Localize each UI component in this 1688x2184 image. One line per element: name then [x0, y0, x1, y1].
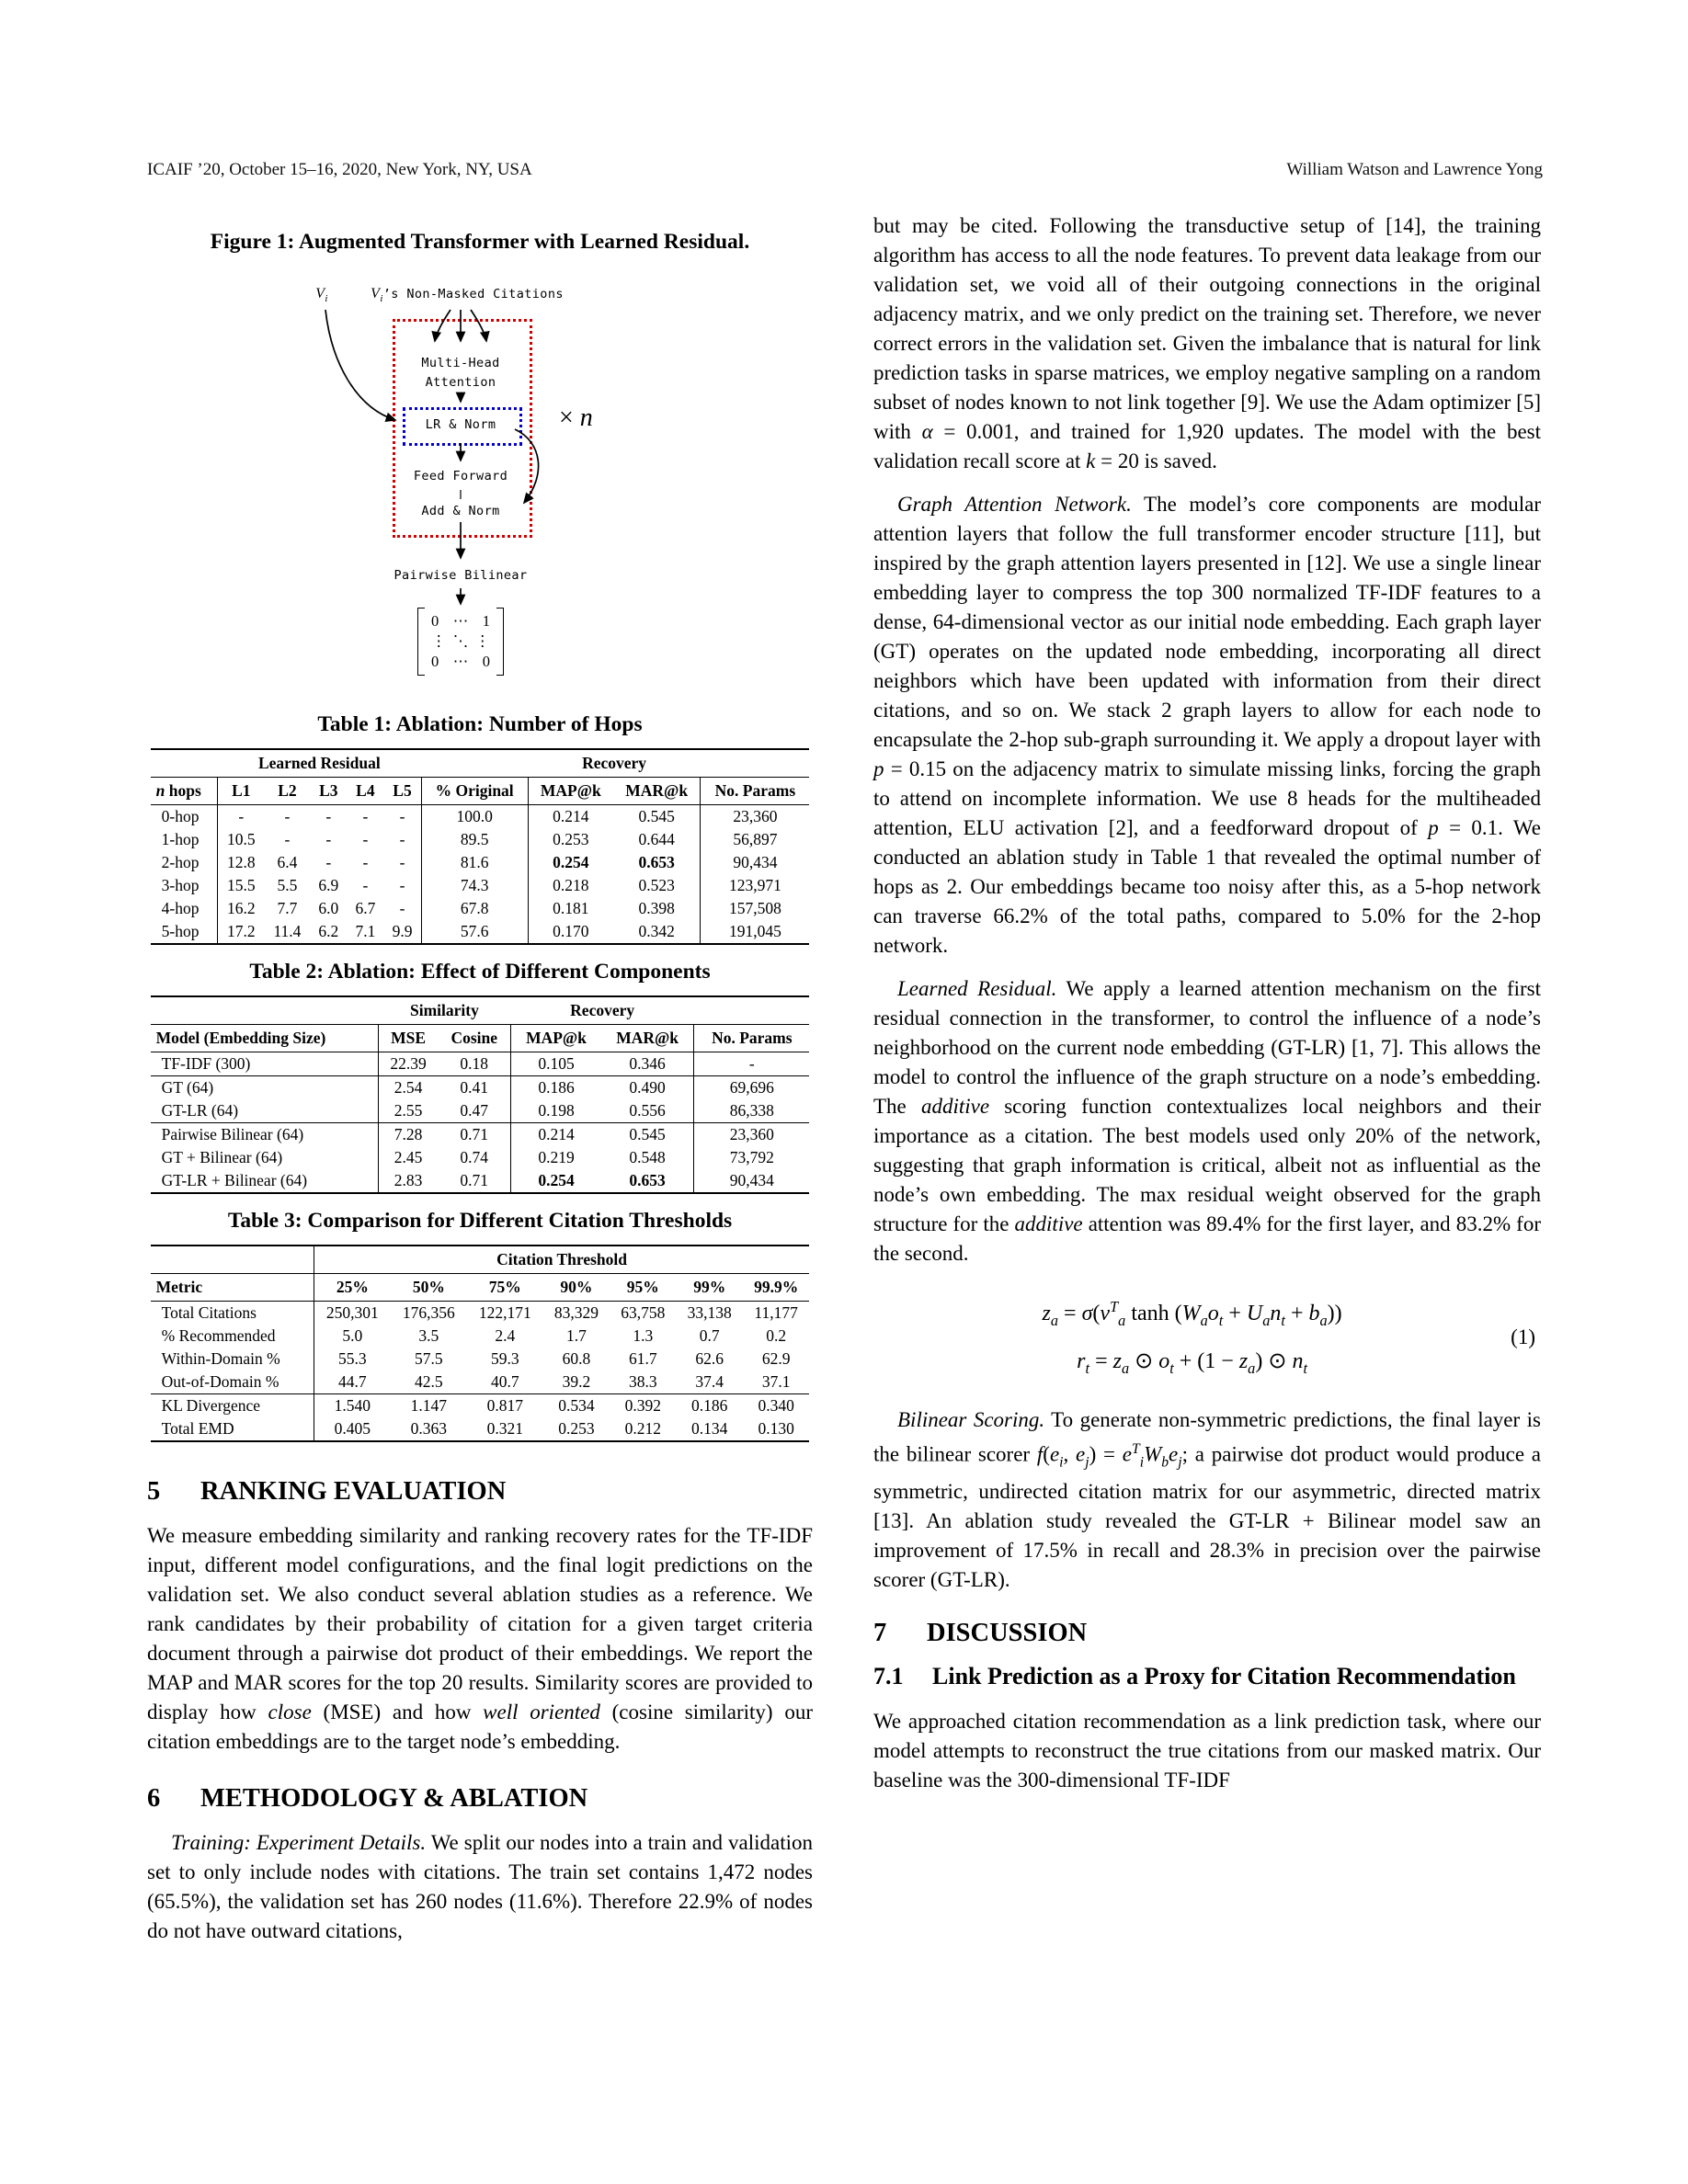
multi-head-attention-node	[421, 354, 499, 392]
table-cell: Total Citations	[161, 1303, 257, 1322]
right-column	[873, 211, 1541, 1795]
table-cell: 22.39	[378, 1052, 438, 1076]
matrix-body	[425, 608, 496, 676]
table-cell: 0.644	[638, 830, 675, 848]
table-cell: 0.7	[699, 1326, 720, 1345]
table-cell: Metric	[151, 1274, 314, 1302]
table-cell	[701, 749, 809, 778]
table-cell: 0.545	[601, 1123, 694, 1147]
table3-caption: Table 3: Comparison for Different Citation Thresholds	[227, 1209, 733, 1233]
table-cell: 99%	[677, 1274, 743, 1302]
table-cell: 10.5	[218, 828, 265, 851]
equation-line-2: $r_t = z_a$ ⊙ $o_t + (1 - z_a)$ ⊙ $n_t$	[1077, 1348, 1307, 1377]
table-cell: 6.9	[318, 876, 339, 894]
running-header-conference: ICAIF ’20, October 15–16, 2020, New York, NY, USA	[147, 160, 532, 179]
table-cell: 6.0	[318, 899, 339, 917]
table-cell: 0.653	[638, 853, 675, 871]
running-header-authors: William Watson and Lawrence Yong	[1286, 160, 1543, 179]
table-cell: 69,696	[694, 1076, 810, 1100]
table-cell: 0.198	[511, 1099, 601, 1123]
table-cell: 0.170	[528, 920, 613, 944]
table-cell: 0.2	[766, 1326, 787, 1345]
table-header-row	[151, 1025, 810, 1052]
table-cell: 62.9	[761, 1349, 791, 1368]
table-cell: No. Params	[694, 1025, 810, 1052]
table-cell: GT-LR + Bilinear (64)	[161, 1171, 308, 1189]
subsection-title: Link Prediction as a Proxy for Citation Recommendation	[932, 1662, 1516, 1689]
table-cell: 83,329	[553, 1303, 599, 1322]
table-cell: 67.8	[421, 897, 528, 920]
paragraph-bilinear-scoring: Bilinear Scoring. To generate non-symmetric predictions, the final layer is the bilinear scorer $f(e_i$, $e_j) = e^T_iW_be_j$; a pairwise dot product would produce a symmetric, undirected citation matrix for our asymmetric, directed matrix [13]. An ablation study revealed the GT-LR + Bilinear model saw an improvement of 17.5% in recall and 28.3% in precision over the pairwise scorer (GT-LR).	[873, 1407, 1542, 1591]
figure1-caption: Figure 1: Augmented Transformer with Learned Residual.	[210, 230, 750, 254]
section-title: RANKING EVALUATION	[200, 1477, 507, 1506]
repeat-n-label: × n	[559, 404, 593, 432]
table-cell: 0.340	[743, 1394, 809, 1418]
table-2-components-ablation	[151, 995, 810, 1194]
table-cell: -	[325, 830, 332, 848]
table-cell: % Original	[421, 778, 528, 805]
table-row	[151, 1417, 810, 1441]
table-row	[151, 1123, 810, 1147]
table-1-hops-ablation	[151, 748, 810, 945]
table-cell: 23,360	[701, 805, 809, 829]
table-cell: KL Divergence	[151, 1394, 314, 1418]
table-header-row	[151, 778, 810, 805]
table-cell: 0.41	[438, 1076, 510, 1100]
add-norm-node: Add & Norm	[421, 504, 500, 518]
table-cell: 0.342	[638, 922, 675, 940]
table-row	[151, 920, 810, 944]
table-cell: 16.2	[218, 897, 265, 920]
table-cell: 23,360	[694, 1123, 810, 1147]
subsection-number: 7.1	[873, 1662, 904, 1689]
table-cell: 3-hop	[161, 876, 200, 894]
pairwise-bilinear-node: Pairwise Bilinear	[393, 568, 528, 583]
table-cell	[151, 1246, 314, 1274]
table-cell: 73,792	[694, 1146, 810, 1169]
table1-caption: Table 1: Ablation: Number of Hops	[317, 712, 643, 736]
table-3-citation-thresholds	[151, 1245, 810, 1442]
table-cell: 50%	[391, 1274, 467, 1302]
table-cell: No. Params	[701, 778, 809, 805]
table-cell: 0.392	[610, 1394, 676, 1418]
table-cell: 2.45	[378, 1146, 438, 1169]
table-group-header-row	[151, 1246, 810, 1274]
table-cell: 11.4	[273, 922, 302, 940]
table-cell: 0.548	[629, 1148, 666, 1166]
table-cell: 122,171	[478, 1303, 531, 1322]
output-matrix	[417, 608, 504, 676]
table-cell: 0.219	[511, 1146, 601, 1169]
table-cell: -	[325, 853, 332, 871]
matrix-right-bracket	[496, 608, 504, 676]
table-cell: Learned Residual	[218, 749, 422, 778]
table-cell: -	[399, 899, 405, 917]
table-group-header-row	[151, 749, 810, 778]
table-cell: 0.218	[528, 874, 613, 897]
table-cell: Within-Domain %	[161, 1349, 280, 1368]
table-cell: TF-IDF (300)	[161, 1054, 251, 1073]
table-cell: 7.1	[355, 922, 376, 940]
table-cell: 2.54	[378, 1076, 438, 1100]
table-header-row	[151, 1274, 810, 1302]
section-number: 6	[147, 1784, 161, 1813]
table-cell: 42.5	[415, 1372, 443, 1391]
table-cell: MAP@k	[528, 778, 613, 805]
table-cell: 11,177	[754, 1303, 798, 1322]
table-cell: 61.7	[628, 1349, 657, 1368]
table-cell: 6.4	[277, 853, 298, 871]
table-cell: 5.5	[277, 876, 298, 894]
table-row	[151, 874, 810, 897]
table-cell: 55.3	[314, 1348, 391, 1371]
table-cell: 100.0	[421, 805, 528, 829]
table-row	[151, 1394, 810, 1418]
section-5-heading	[147, 1477, 813, 1507]
equation-line-1: $z_a = \sigma(v^T_a$ $\tanh (W_ao_t + U_an_t + b_a)$)	[1042, 1298, 1342, 1329]
table-cell: 40.7	[490, 1372, 519, 1391]
table-cell: Total EMD	[161, 1419, 234, 1438]
equation-lines	[873, 1287, 1511, 1389]
table-cell	[694, 996, 810, 1025]
table-cell: Recovery	[511, 996, 694, 1025]
table-cell: 191,045	[701, 920, 809, 944]
table-row	[151, 1169, 810, 1193]
table-cell: 90,434	[694, 1169, 810, 1193]
paragraph-transductive-setup: but may be cited. Following the transductive setup of [14], the training algorithm has access to all the node features. To prevent data leakage from our validation set, we void all of their outgoing connections in the original adjacency matrix, and we only predict on the training set. Therefore, we never correct errors in the validation set. Given the imbalance that is natural for link prediction tasks in sparse matrices, we employ negative sampling on a random subset of nodes known to not link together [9]. We use the Adam optimizer [5] with α = 0.001, and trained for 1,920 updates. The model with the best validation recall score at k = 20 is saved.	[873, 214, 1542, 472]
table-cell: 0.545	[638, 807, 675, 825]
table-cell: 63,758	[621, 1303, 666, 1322]
table-cell: L3	[310, 778, 347, 805]
table-cell: 1.147	[391, 1394, 467, 1418]
table-cell: 2.55	[378, 1099, 438, 1123]
table-row	[151, 1099, 810, 1123]
equation-1	[873, 1287, 1541, 1389]
table-cell: 1.7	[565, 1326, 587, 1345]
table-cell: 60.8	[562, 1349, 591, 1368]
table-cell: 0.71	[438, 1123, 510, 1147]
section-5-paragraph: We measure embedding similarity and ranking recovery rates for the TF-IDF input, different model configurations, and the final logit predictions on the validation set. We also conduct several ablation studies as a reference. We rank candidates by their probability of citation for a given target criteria document through a pairwise dot product of their embeddings. We report the MAP and MAR scores for the top 20 results. Similarity scores are provided to display how close (MSE) and how well oriented (cosine similarity) our citation embeddings are to the target node’s embedding.	[147, 1524, 813, 1753]
table-cell: 81.6	[421, 851, 528, 874]
feed-forward-node: Feed Forward	[413, 469, 508, 483]
table-cell: Similarity	[378, 996, 510, 1025]
table-cell: 7.7	[277, 899, 298, 917]
matrix-row: 0 ⋯ 1	[431, 612, 490, 630]
table-cell: Recovery	[528, 749, 701, 778]
table-cell: -	[284, 807, 291, 825]
table-cell: 0.105	[511, 1052, 601, 1076]
paragraph-link-prediction: We approached citation recommendation as a link prediction task, where our model attempts to reconstruct the true citations from our masked matrix. Our baseline was the 300-dimensional TF-IDF	[873, 1709, 1541, 1792]
table-cell: 57.5	[415, 1349, 443, 1368]
table-cell: 99.9%	[743, 1274, 809, 1302]
table-cell: 0.214	[511, 1123, 601, 1147]
section-6-paragraph: Training: Experiment Details. We split our nodes into a train and validation set to only include nodes with citations. The train set contains 1,472 nodes (65.5%), the validation set has 260 nodes (11.6%). Therefore 22.9% of nodes do not have outward citations,	[147, 1831, 813, 1942]
table-cell: 2.83	[378, 1169, 438, 1193]
table-cell: 0.253	[558, 1419, 595, 1438]
table-cell: 0.47	[460, 1101, 489, 1120]
vi-label: $V_i$	[315, 286, 328, 305]
table-cell: 56,897	[701, 828, 809, 851]
table-cell: 38.3	[628, 1372, 657, 1391]
table-cell: 1.540	[314, 1394, 391, 1418]
section-title: METHODOLOGY & ABLATION	[200, 1784, 588, 1813]
table-cell: L4	[347, 778, 383, 805]
section-7-heading	[873, 1619, 1541, 1648]
table-cell: 0.186	[677, 1394, 743, 1418]
table-cell: 0.254	[528, 851, 613, 874]
table-cell: Pairwise Bilinear (64)	[151, 1123, 379, 1147]
table-cell: 39.2	[562, 1372, 591, 1391]
table-cell: 5-hop	[161, 922, 200, 940]
multi-head-line2: Attention	[425, 375, 496, 390]
table-cell: 0.134	[691, 1419, 728, 1438]
table-cell: 0.653	[629, 1171, 666, 1189]
table-cell: 12.8	[218, 851, 265, 874]
table-cell: Model (Embedding Size)	[151, 1025, 379, 1052]
table-cell: Cosine	[438, 1025, 510, 1052]
table-cell: 37.4	[695, 1372, 724, 1391]
table-cell: 7.28	[378, 1123, 438, 1147]
table-cell: 0.534	[543, 1394, 610, 1418]
table-cell	[151, 996, 379, 1025]
table-cell: -	[362, 830, 369, 848]
table-cell: 15.5	[218, 874, 265, 897]
table-cell: -	[284, 830, 291, 848]
equation-number: (1)	[1511, 1325, 1535, 1349]
table-cell: -	[399, 830, 405, 848]
table-cell: MSE	[378, 1025, 438, 1052]
table-cell: 6.2	[318, 922, 339, 940]
table-cell: 0.817	[467, 1394, 543, 1418]
table-row	[151, 1371, 810, 1394]
table-cell: n hops	[151, 778, 218, 805]
table-cell: 0-hop	[161, 807, 200, 825]
table-cell: 0.346	[629, 1054, 666, 1073]
table-cell: -	[399, 853, 405, 871]
section-7-1-heading	[873, 1661, 1541, 1692]
table-cell: L1	[218, 778, 265, 805]
table-cell: 86,338	[694, 1099, 810, 1123]
table-cell: L2	[265, 778, 311, 805]
table-cell: 25%	[314, 1274, 391, 1302]
table-cell: 3.5	[418, 1326, 439, 1345]
matrix-row: ⋮ ⋱ ⋮	[431, 632, 490, 650]
table-row	[151, 897, 810, 920]
table-cell: 75%	[467, 1274, 543, 1302]
table-cell: % Recommended	[161, 1326, 276, 1345]
table-row	[151, 1325, 810, 1348]
table-cell: -	[362, 853, 369, 871]
table-cell: 0.74	[460, 1148, 489, 1166]
table-cell: 250,301	[314, 1302, 391, 1325]
table-cell: 0.405	[314, 1417, 391, 1441]
table-cell: 0.253	[528, 828, 613, 851]
table-cell: 0.490	[601, 1076, 694, 1100]
section-6-heading	[147, 1784, 813, 1814]
table-cell: -	[362, 876, 369, 894]
table-cell: 89.5	[421, 828, 528, 851]
paragraph-graph-attention-network: Graph Attention Network. The model’s core components are modular attention layers that follow the full transformer encoder structure [11], but inspired by the graph attention layers presented in [12]. We use a single linear embedding layer to compress the top 300 normalized TF-IDF features to a dense, 64-dimensional vector as our initial node embedding. Each graph layer (GT) operates on the updated node embedding, incorporating all direct neighbors which have been updated with information from their direct citations, and so on. We stack 2 graph layers to allow for each node to encapsulate the 2-hop sub-graph surrounding it. We apply a dropout layer with p = 0.15 on the adjacency matrix to simulate missing links, forcing the graph to attend on incomplete information. We use 8 heads for the multiheaded attention, ELU activation [2], and a feedforward dropout of p = 0.1. We conducted an ablation study in Table 1 that revealed the optimal number of hops as 2. Our embeddings became too noisy after this, as a 5-hop network can traverse 66.2% of the total paths, compared to 5.0% for the 2-hop network.	[873, 493, 1542, 957]
table-cell: 44.7	[314, 1371, 391, 1394]
table-cell: 33,138	[687, 1303, 732, 1322]
table-cell: 6.7	[355, 899, 376, 917]
table-cell: 4-hop	[161, 899, 200, 917]
table-cell: MAR@k	[601, 1025, 694, 1052]
table-cell: 9.9	[392, 922, 413, 940]
table-cell: 2.4	[495, 1326, 516, 1345]
vi-citations-label: $V_i’s$ Non-Masked Citations	[371, 286, 564, 305]
table-cell: -	[399, 876, 405, 894]
table2-caption: Table 2: Ablation: Effect of Different Components	[249, 960, 711, 984]
table-row	[151, 1348, 810, 1371]
table-cell: GT (64)	[151, 1076, 379, 1100]
table-cell: 2-hop	[161, 853, 200, 871]
table-row	[151, 1076, 810, 1100]
table-cell: GT-LR (64)	[161, 1101, 239, 1120]
matrix-left-bracket	[417, 608, 425, 676]
table-row	[151, 828, 810, 851]
table-cell: 17.2	[218, 920, 265, 944]
table-cell: 0.214	[528, 805, 613, 829]
table-cell: 123,971	[701, 874, 809, 897]
table-cell: MAP@k	[511, 1025, 601, 1052]
table-cell: 0.181	[528, 897, 613, 920]
table-cell	[151, 749, 218, 778]
table-row	[151, 1146, 810, 1169]
table-cell: 0.212	[624, 1419, 661, 1438]
table-cell: 1.3	[633, 1326, 654, 1345]
table-group-header-row	[151, 996, 810, 1025]
table-row	[151, 805, 810, 829]
table-cell: 57.6	[421, 920, 528, 944]
table-cell: -	[694, 1052, 810, 1076]
table-cell: MAR@k	[613, 778, 701, 805]
table-cell: Out-of-Domain %	[161, 1372, 279, 1391]
table-cell: 176,356	[402, 1303, 455, 1322]
table-cell: 0.71	[460, 1171, 489, 1189]
multi-head-line1: Multi-Head	[421, 356, 500, 370]
table-row	[151, 1052, 810, 1076]
section-title: DISCUSSION	[927, 1618, 1088, 1647]
table-cell: 0.398	[638, 899, 675, 917]
table-cell: 5.0	[314, 1325, 391, 1348]
table-cell: 0.254	[511, 1169, 601, 1193]
table-cell: 37.1	[761, 1372, 791, 1391]
table-cell: -	[362, 807, 369, 825]
table-cell: 90%	[543, 1274, 610, 1302]
section-number: 5	[147, 1477, 161, 1506]
table-cell	[421, 749, 528, 778]
table-cell: -	[218, 805, 265, 829]
table-cell: Citation Threshold	[314, 1246, 809, 1274]
table-cell: -	[325, 807, 332, 825]
table-cell: 1-hop	[161, 830, 200, 848]
table-row	[151, 851, 810, 874]
table-cell: GT + Bilinear (64)	[161, 1148, 283, 1166]
matrix-row: 0 ⋯ 0	[431, 653, 490, 670]
table-cell: 59.3	[490, 1349, 519, 1368]
figure1-diagram	[147, 282, 813, 698]
table-cell: 62.6	[695, 1349, 724, 1368]
section-number: 7	[873, 1618, 887, 1647]
table-cell: 0.363	[410, 1419, 447, 1438]
table-cell: 90,434	[701, 851, 809, 874]
table-cell: L5	[383, 778, 421, 805]
table-cell: 0.321	[486, 1419, 523, 1438]
table-cell: 157,508	[701, 897, 809, 920]
table-row	[151, 1302, 810, 1325]
table-cell: 0.556	[629, 1101, 666, 1120]
table-cell: 74.3	[421, 874, 528, 897]
lr-norm-node: LR & Norm	[425, 417, 496, 432]
table-cell: 0.523	[638, 876, 675, 894]
table-cell: 0.186	[511, 1076, 601, 1100]
table-cell: 95%	[610, 1274, 676, 1302]
paragraph-learned-residual: Learned Residual. We apply a learned attention mechanism on the first residual connection in the transformer, to control the influence of a node’s neighborhood on the current node embedding (GT-LR) [1, 7]. This allows the model to control the influence of the graph structure on a node’s embedding. The additive scoring function contextualizes local neighbors and their importance as a citation. The best models used only 20% of the network, suggesting that graph information is critical, albeit not as influential as the node’s own embedding. The max residual weight observed for the graph structure for the additive attention was 89.4% for the first layer, and 83.2% for the second.	[873, 977, 1541, 1265]
left-column	[147, 228, 813, 1946]
table-cell: -	[399, 807, 405, 825]
table-cell: 0.130	[758, 1419, 794, 1438]
table-cell: 0.18	[460, 1054, 489, 1073]
